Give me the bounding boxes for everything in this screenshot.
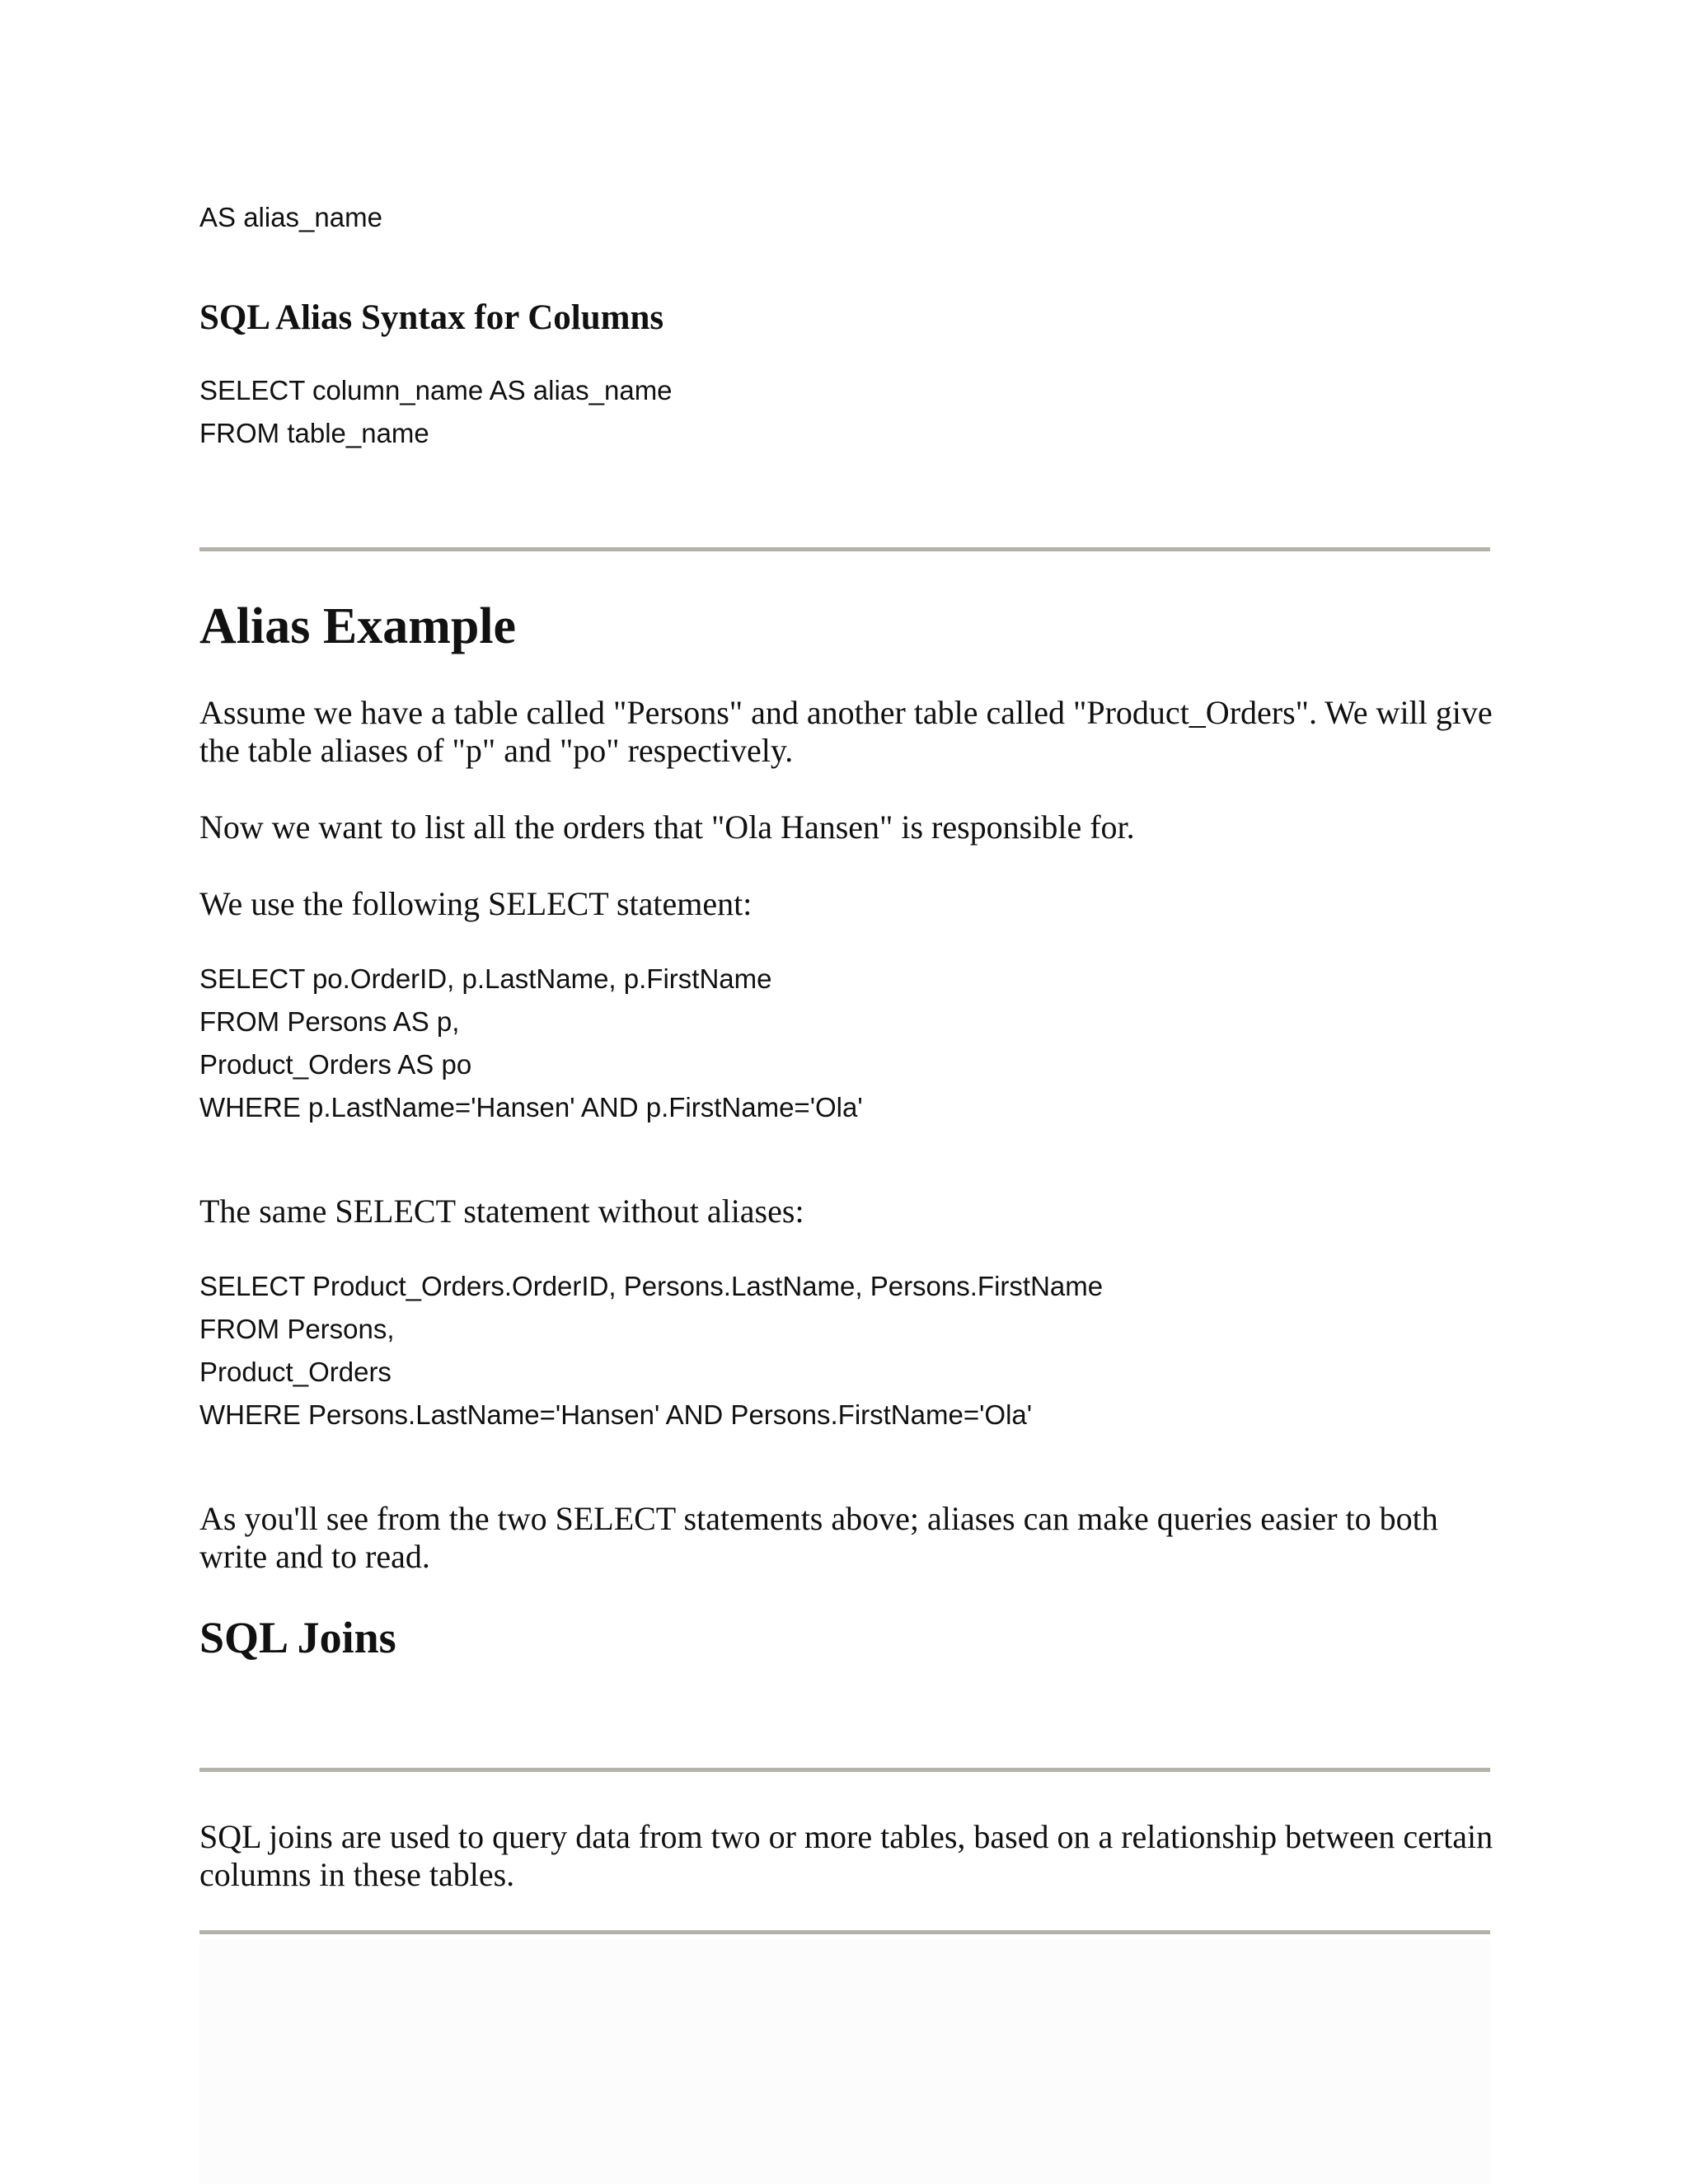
alias-example-heading: Alias Example	[199, 598, 517, 654]
code-line: WHERE p.LastName='Hansen' AND p.FirstName='Ola'	[199, 1092, 863, 1122]
code-line: SELECT Product_Orders.OrderID, Persons.LastName, Persons.FirstName	[199, 1271, 1104, 1301]
sql-joins-paragraph: SQL joins are used to query data from two or more tables, based on a relationship between certain columns in these tables.	[199, 1818, 1493, 1893]
without-aliases-intro: The same SELECT statement without aliases:	[199, 1193, 804, 1230]
code-line: AS alias_name	[199, 202, 382, 232]
horizontal-divider	[199, 1768, 1490, 1772]
column-syntax-code	[199, 369, 673, 455]
horizontal-divider	[199, 1930, 1490, 1934]
code-line: WHERE Persons.LastName='Hansen' AND Persons.FirstName='Ola'	[199, 1399, 1033, 1430]
alias-select-code	[199, 958, 863, 1129]
code-line: Product_Orders	[199, 1357, 392, 1387]
column-syntax-heading: SQL Alias Syntax for Columns	[199, 298, 664, 337]
alias-conclusion-paragraph: As you'll see from the two SELECT statements above; aliases can make queries easier to both write and to read.	[199, 1500, 1438, 1575]
no-alias-select-code	[199, 1265, 1103, 1436]
code-line: FROM Persons,	[199, 1314, 395, 1344]
shaded-content-area	[199, 1938, 1490, 2184]
sql-joins-heading: SQL Joins	[199, 1613, 396, 1662]
code-line-as-alias	[199, 196, 382, 239]
alias-example-select-intro: We use the following SELECT statement:	[199, 885, 753, 922]
code-line: SELECT po.OrderID, p.LastName, p.FirstName	[199, 963, 772, 994]
code-line: SELECT column_name AS alias_name	[199, 375, 673, 405]
code-line: Product_Orders AS po	[199, 1049, 472, 1080]
alias-example-intro-paragraph: Assume we have a table called "Persons" and another table called "Product_Orders". We will give the table aliases of "p" and "po" respectively.	[199, 694, 1493, 769]
horizontal-divider	[199, 547, 1490, 551]
code-line: FROM table_name	[199, 418, 429, 448]
code-line: FROM Persons AS p,	[199, 1006, 460, 1037]
alias-example-goal-paragraph: Now we want to list all the orders that "Ola Hansen" is responsible for.	[199, 808, 1135, 846]
